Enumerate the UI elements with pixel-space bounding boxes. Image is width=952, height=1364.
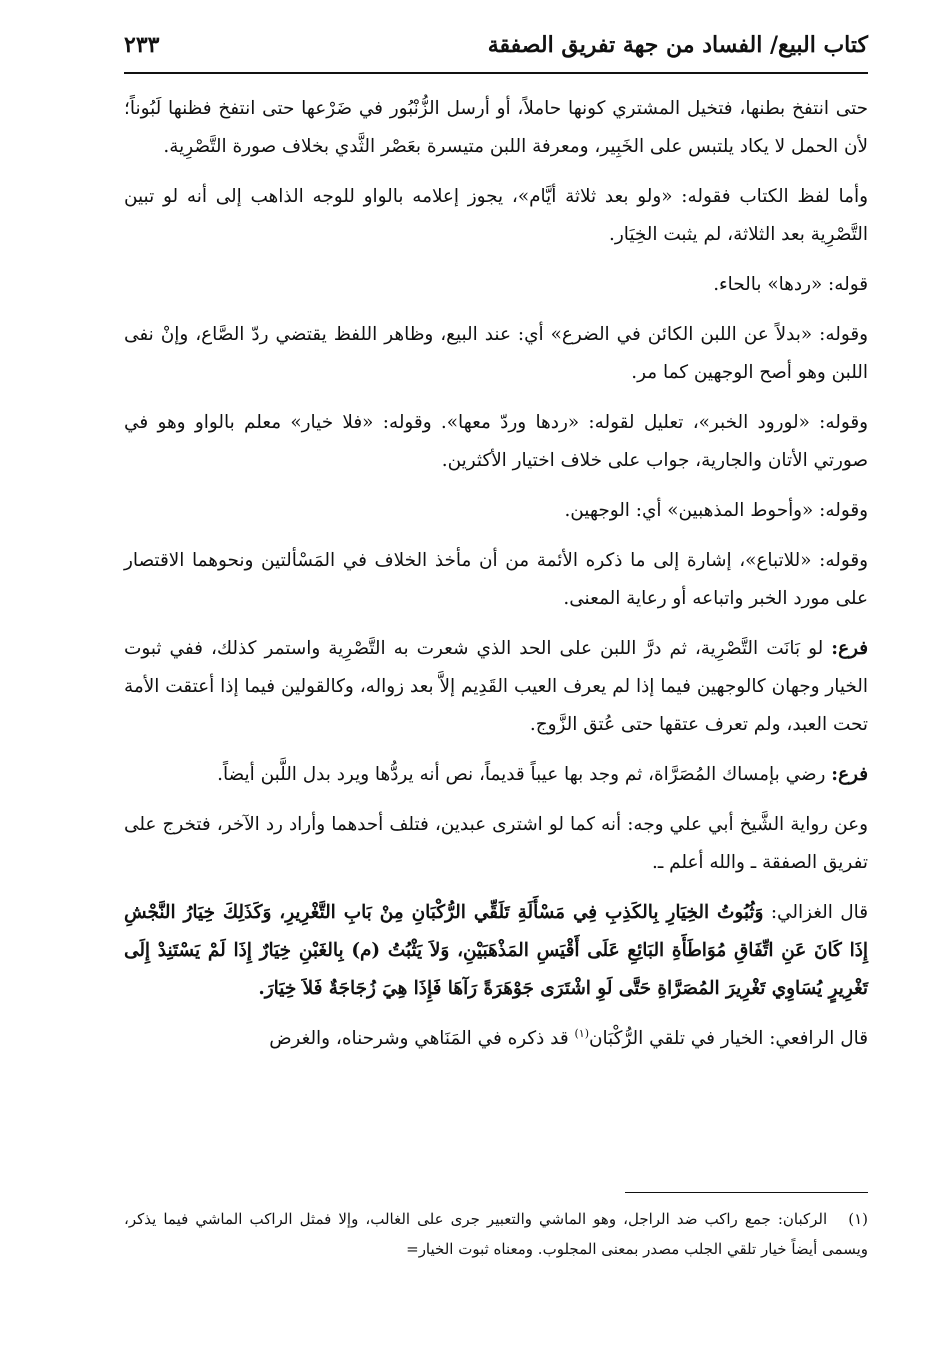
rafii-paragraph [124,1020,868,1058]
paragraph [124,806,868,882]
far-label: فرع: [831,764,868,785]
paragraph-far [124,756,868,794]
main-text [124,90,868,1070]
footnote-number: (١) [848,1210,868,1228]
page-number: ٢٣٣ [124,32,160,58]
paragraph-text: وقوله: «بدلاً عن اللبن الكائن في الضرع» أي: عند البيع، وظاهر اللفظ يقتضي ردّ الصَّاع، وإنْ نفى اللبن وهو أصح الوجهين كما مر. [124,324,868,383]
ghazali-intro: قال الغزالي: [770,902,868,923]
header-title: كتاب البيع/ الفساد من جهة تفريق الصفقة [487,32,868,58]
rafii-text-end: قد ذكره في المَنَاهي وشرحناه، والغرض [269,1028,575,1049]
footnote-divider [625,1192,868,1193]
paragraph [124,492,868,530]
paragraph-text: رضي بإمساك المُصَرَّاة، ثم وجد بها عيباً قديماً، نص أنه يردُّها ويرد بدل اللَّبن أيضاً. [217,764,826,785]
paragraph-text: وقوله: «وأحوط المذهبين» أي: الوجهين. [564,500,868,521]
paragraph-text: وعن رواية الشَّيخ أبي علي وجه: أنه كما لو اشترى عبدين، فتلف أحدهما وأراد رد الآخر، فتخرج على تفريق الصفقة ـ والله أعلم ـ. [124,814,868,873]
far-label: فرع: [831,638,868,659]
paragraph [124,316,868,392]
paragraph [124,542,868,618]
paragraph-text: وقوله: «للاتباع»، إشارة إلى ما ذكره الأئمة من أن مأخذ الخلاف في المَسْألتين ونحوهما الاقتصار على مورد الخبر واتباعه أو رعاية المعنى. [124,550,868,609]
paragraph-far [124,630,868,744]
ghazali-paragraph [124,894,868,1008]
paragraph-text: وقوله: «لورود الخبر»، تعليل لقوله: «ردها وردّ معها». وقوله: «فلا خيار» معلم بالواو وهو في صورتي الأتان والجارية، جواب على خلاف اختيار الأكثرين. [124,412,868,471]
rafii-text-start: قال الرافعي: الخيار في تلقي الرُّكْبَان [589,1028,868,1049]
footnote-marker: (١) [574,1026,589,1040]
running-header [124,26,868,70]
footnote-text: الركبان: جمع راكب ضد الراجل، وهو الماشي والتعبير جرى على الغالب، وإلا فمثل الراكب الماشي فيما يذكر، ويسمى أيضاً خيار تلقي الجلب مصدر بمعنى المجلوب. ومعناه ثبوت الخيار= [124,1210,868,1258]
paragraph [124,404,868,480]
footnotes [124,1204,868,1264]
ghazali-quote: وَثُبُوتُ الخِيَارِ بِالكَذِبِ فِي مَسْأَلَةِ تَلَقِّي الرُّكْبَانِ مِنْ بَابِ التَّغْرِيرِ، وَكَذَلِكَ خِيَارُ النَّجْشِ إِذَا كَانَ عَنِ اتِّفَاقِ مُوَاطَأَةِ البَائِعِ عَلَى أَقْيَسِ المَذْهَبَيْنِ، وَلاَ يَثْبُتُ (م) بِالغَبْنِ خِيَارٌ إِذَا لَمْ يَسْتَنِدْ إِلَى تَغْرِيرٍ يُسَاوِي تَغْرِيرَ المُصَرَّاةِ حَتَّى لَوِ اشْتَرَى جَوْهَرَةً رَآهَا فَإِذَا هِيَ زُجَاجَةٌ فَلاَ خِيَارَ. [124,902,868,999]
paragraph-text: قوله: «ردها» بالحاء. [713,274,868,295]
footnote [124,1204,868,1264]
paragraph [124,266,868,304]
paragraph [124,90,868,166]
header-divider [124,72,868,74]
paragraph-text: لو بَانَت التَّصْرِية، ثم درَّ اللبن على الحد الذي شعرت به التَّصْرِية واستمر كذلك، ففي ثبوت الخيار وجهان كالوجهين فيما إذا لم يعرف العيب القَدِيم إلاَّ بعد زواله، وكالقولين فيما إذا أعتقت الأمة تحت العبد، ولم تعرف عتقها حتى عُتق الزَّوج. [124,638,868,735]
paragraph-text: وأما لفظ الكتاب فقوله: «ولو بعد ثلاثة أيَّام»، يجوز إعلامه بالواو للوجه الذاهب إلى أنه لو تبين التَّصْرِية بعد الثلاثة، لم يثبت الخِيَار. [124,186,868,245]
paragraph [124,178,868,254]
paragraph-text: حتى انتفخ بطنها، فتخيل المشتري كونها حاملاً، أو أرسل الزُّنْبُور في ضَرْعها حتى انتفخ فظنها لَبُوناً؛ لأن الحمل لا يكاد يلتبس على الخَبِير، ومعرفة اللبن متيسرة بعَصْر الثَّدي بخلاف صورة التَّصْرِية. [124,98,868,157]
